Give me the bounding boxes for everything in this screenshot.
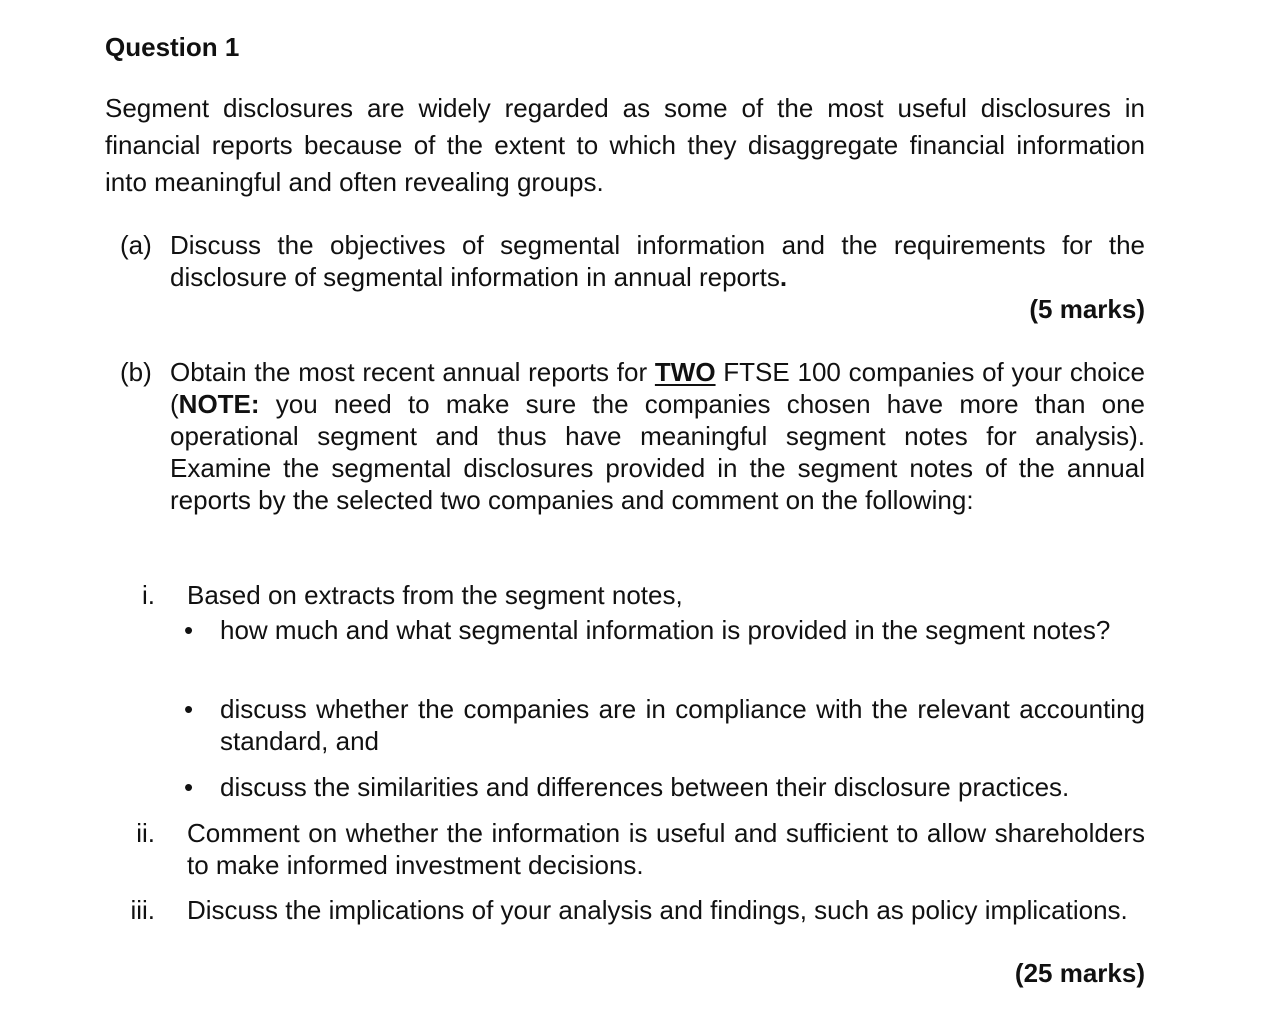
bullet-text: how much and what segmental information is provided in the segment notes? xyxy=(220,615,1111,645)
part-b-text-2: FTSE 100 companies of your choice ( xyxy=(170,357,1145,419)
question-title: Question 1 xyxy=(105,32,240,62)
question-intro: Segment disclosures are widely regarded as some of the most useful disclosures in financial reports because of the extent to which they disaggregate financial information into meaningful and often revealing groups. xyxy=(105,93,1145,197)
bullet-dot-icon: • xyxy=(184,772,194,802)
sub-item-i xyxy=(120,579,1145,611)
part-b-emphasis: TWO xyxy=(654,357,716,387)
sub-item-i-number: i. xyxy=(142,580,155,610)
sub-item-ii-number: ii. xyxy=(136,818,155,848)
bullet-item xyxy=(184,771,1145,803)
sub-item-ii-text: Comment on whether the information is useful and sufficient to allow shareholders to make informed investment decisions. xyxy=(187,818,1145,880)
part-a-text-block xyxy=(170,229,1145,293)
part-b-text-block xyxy=(170,356,1145,516)
bullet-dot-icon: • xyxy=(184,694,194,724)
part-a-marks: (5 marks) xyxy=(1029,294,1145,324)
part-b-marks: (25 marks) xyxy=(1014,958,1145,988)
part-b-note-label: NOTE: xyxy=(178,389,260,419)
part-b-text-1: Obtain the most recent annual reports for xyxy=(170,357,655,387)
part-a-period: . xyxy=(779,262,788,292)
bullet-text: discuss the similarities and differences between their disclosure practices. xyxy=(220,772,1070,802)
bullet-text: discuss whether the companies are in compliance with the relevant accounting standard, and xyxy=(220,694,1145,756)
sub-item-ii xyxy=(120,817,1145,881)
bullet-dot-icon: • xyxy=(184,615,194,645)
part-b-label: (b) xyxy=(120,357,152,387)
sub-item-iii-number: iii. xyxy=(130,895,155,925)
part-a xyxy=(120,229,1145,293)
sub-item-iii xyxy=(120,894,1145,926)
sub-item-i-text: Based on extracts from the segment notes, xyxy=(187,580,683,610)
sub-item-iii-text: Discuss the implications of your analysis and findings, such as policy implications. xyxy=(187,895,1128,925)
part-a-text: Discuss the objectives of segmental information and the requirements for the disclosure of segmental information in annual reports xyxy=(170,230,1145,292)
part-b xyxy=(120,356,1145,516)
bullet-item xyxy=(184,614,1145,646)
part-b-text-3: you need to make sure the companies chosen have more than one operational segment and thus have meaningful segment notes for analysis). Examine the segmental disclosures provided in the segment notes of the annual reports by the selected two companies and comment on the following: xyxy=(170,389,1145,515)
part-a-label: (a) xyxy=(120,230,152,260)
bullet-item xyxy=(184,693,1145,757)
